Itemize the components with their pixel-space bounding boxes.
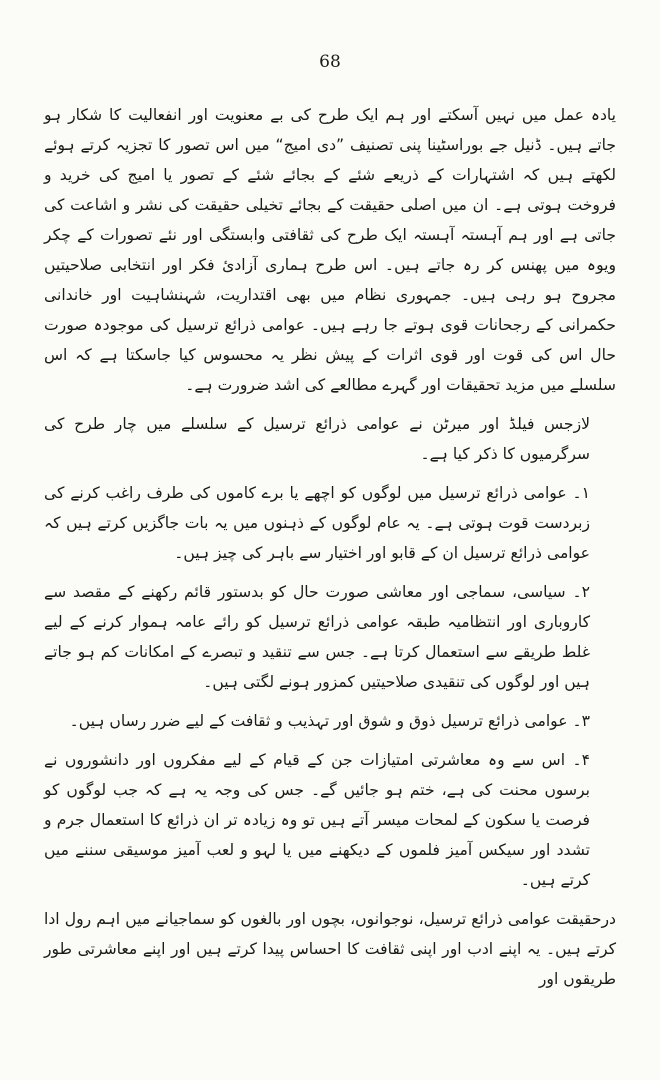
list-item-4: ۴۔ اس سے وہ معاشرتی امتیازات جن کے قیام کے لیے مفکروں اور دانشوروں نے برسوں محنت کی ہے، ختم ہو جائیں گے۔ جس کی وجہ یہ ہے کہ جب لوگوں کو فرصت یا سکون کے لمحات میسر آتے ہیں تو وہ زیادہ تر ان ذرائع کا استعمال جرم و تشدد اور سیکس آمیز فلموں کے دیکھنے میں یا لہو و لعب آمیز موسیقی سننے میں کرتے ہیں۔ [44, 751, 590, 889]
paragraph-2: لازجس فیلڈ اور میرٹن نے عوامی ذرائع ترسیل کے سلسلے میں چار طرح کی سرگرمیوں کا ذکر کیا ہے۔ [44, 415, 590, 463]
list-item-3: ۳۔ عوامی ذرائع ترسیل ذوق و شوق اور تہذیب و ثقافت کے لیے ضرر رساں ہیں۔ [69, 712, 590, 730]
page-content [44, 100, 616, 994]
paragraph-3: درحقیقت عوامی ذرائع ترسیل، نوجوانوں، بچوں اور بالغوں کو سماجیانے میں اہم رول ادا کرتے ہیں۔ یہ اپنے ادب اور اپنی ثقافت کا احساس پیدا کرتے ہیں اور اپنے معاشرتی طور طریقوں اور [44, 910, 616, 988]
list-item-2: ۲۔ سیاسی، سماجی اور معاشی صورت حال کو بدستور قائم رکھنے کے مقصد سے کاروباری اور انتظامیہ طبقہ عوامی ذرائع ترسیل کو رائے عامہ ہموار کرنے کے لیے غلط طریقے سے استعمال کرتا ہے۔ جس سے تنقید و تبصرے کے امکانات کم ہو جاتے ہیں اور لوگوں کی تنقیدی صلاحیتیں کمزور ہونے لگتی ہیں۔ [44, 583, 590, 691]
page-number: 68 [319, 52, 341, 72]
list-item-1: ۱۔ عوامی ذرائع ترسیل میں لوگوں کو اچھے یا برے کاموں کی طرف راغب کرنے کی زبردست قوت ہوتی ہے۔ یہ عام لوگوں کے ذہنوں میں یہ بات جاگزیں کرتے ہیں کہ عوامی ذرائع ترسیل ان کے قابو اور اختیار سے باہر کی چیز ہیں۔ [44, 484, 590, 562]
paragraph-1: یادہ عمل میں نہیں آسکتے اور ہم ایک طرح کی بے معنویت اور انفعالیت کا شکار ہو جاتے ہیں۔ ڈنیل جے بوراسٹینا پنی تصنیف ”دی امیج“ میں اس تصور کا تجزیہ کرتے ہوئے لکھتے ہیں کہ اشتہارات کے ذریعے شئے کے بجائے شئے کے تصور یا امیج کی خرید و فروخت ہوتی ہے۔ ان میں اصلی حقیقت کے بجائے تخیلی حقیقت کی نشر و اشاعت کی جاتی ہے اور ہم آہستہ آہستہ ایک طرح کی ثقافتی وابستگی اور نئے تصورات کے چکر ویوہ میں پھنس کر رہ جاتے ہیں۔ اس طرح ہماری آزادیٔ فکر اور انتخابی صلاحیتیں مجروح ہو رہی ہیں۔ جمہوری نظام میں بھی اقتداریت، شہنشاہیت اور خاندانی حکمرانی کے رجحانات قوی ہوتے جا رہے ہیں۔ عوامی ذرائع ترسیل کی موجودہ صورت حال اس کی قوت اور قوی اثرات کے پیش نظر یہ محسوس کیا جاسکتا ہے کہ اس سلسلے میں مزید تحقیقات اور گہرے مطالعے کی اشد ضرورت ہے۔ [44, 106, 616, 394]
